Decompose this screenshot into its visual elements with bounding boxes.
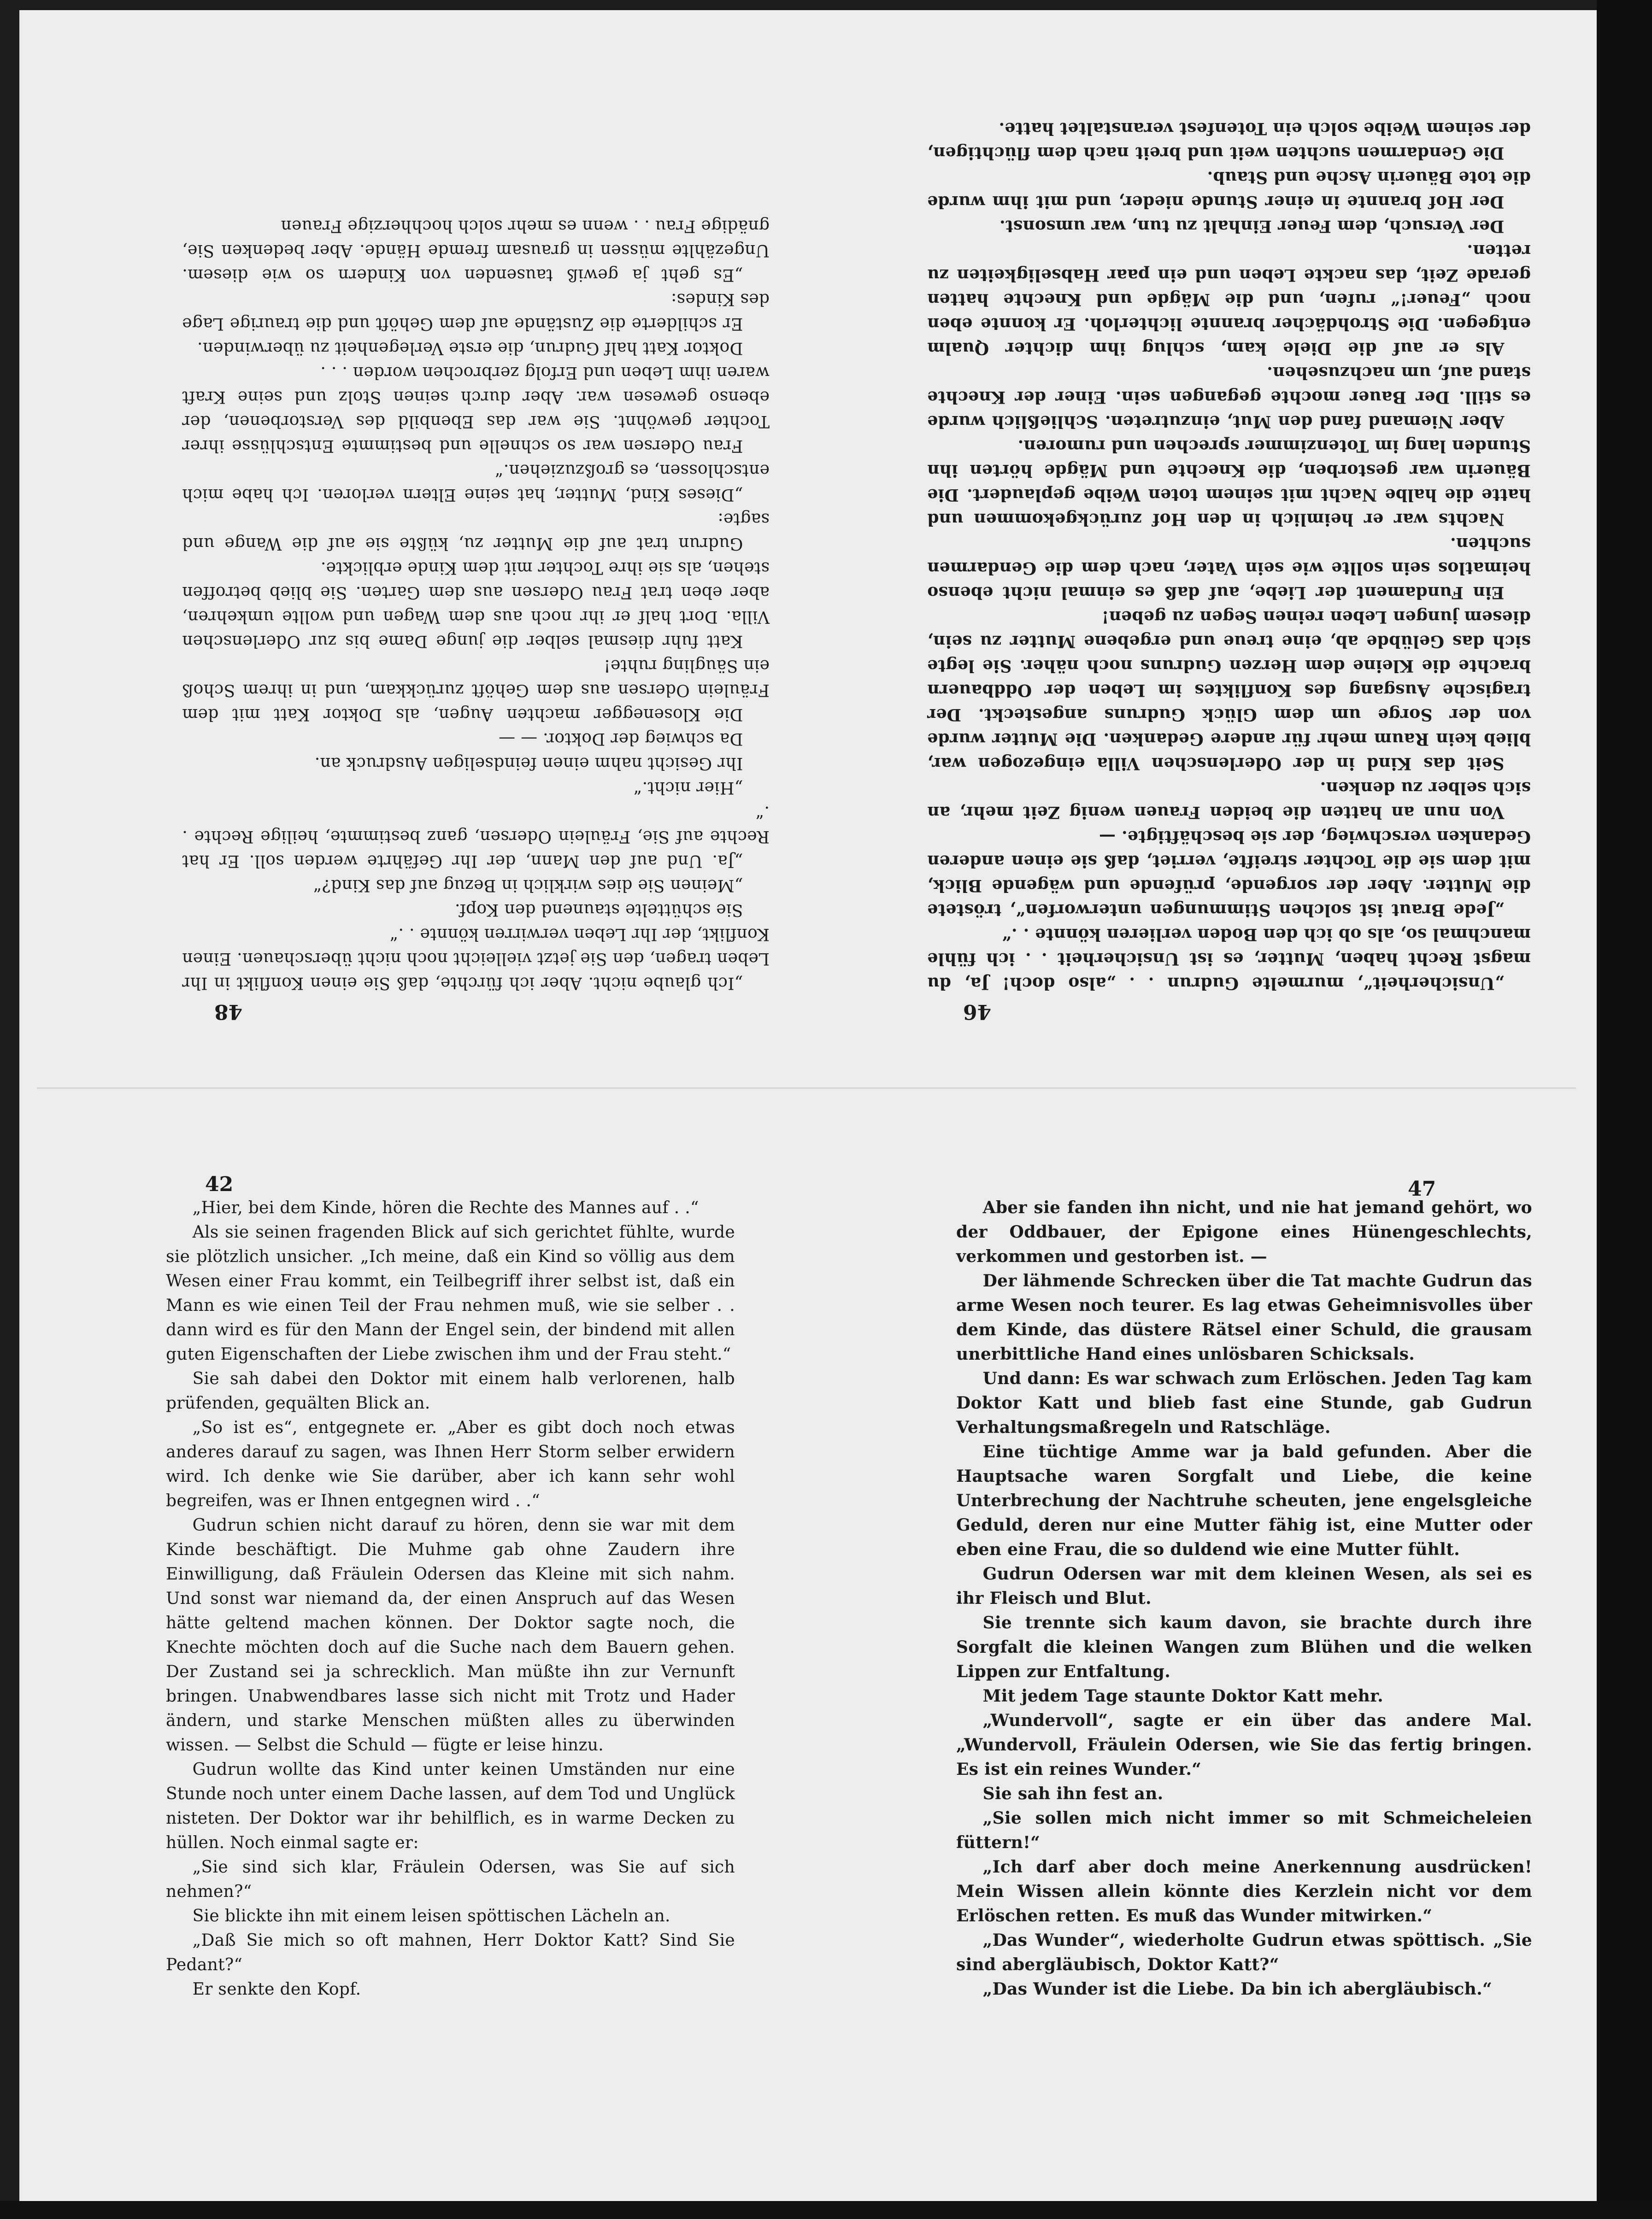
paragraph: Gudrun Odersen war mit dem kleinen Wesen, als sei es ihr Fleisch und Blut. <box>956 1564 1532 1608</box>
page-number-bottom-left: 42 <box>205 1173 234 1196</box>
paragraph: Sie schüttelte staunend den Kopf. <box>454 900 743 919</box>
paragraph: Ihr Gesicht nahm einen feindseligen Ausdruck an. <box>314 754 743 773</box>
paragraph: Gudrun trat auf die Mutter zu, küßte sie auf die Wange und sagte: <box>182 510 770 553</box>
paragraph: Als sie seinen fragenden Blick auf sich gerichtet fühlte, wurde sie plötzlich unsicher. „Ich meine, daß ein Kind so völlig aus dem Wesen einer Frau kommt, ein Teilbegriff ihrer selbst ist, daß ein Mann es wie einen Teil der Frau nehmen muß, wie sie selber . . dann wird es für den Mann der Engel sein, der bindend mit allen guten Eigenschaften der Liebe zwischen ihm und der Frau steht.“ <box>166 1223 735 1364</box>
page-top-right <box>927 119 1531 995</box>
page-number-top-right: 46 <box>963 1000 992 1023</box>
paragraph: Katt fuhr diesmal selber die junge Dame bis zur Oderlenschen Villa. Dort half er ihr noch aus dem Wagen und wollte umkehren, aber eben trat Frau Odersen aus dem Garten. Sie blieb betroffen stehen, als sie ihre Tochter mit dem Kinde erblickte. <box>182 558 770 651</box>
page-fold <box>37 1087 1576 1089</box>
paragraph: „Ja. Und auf den Mann, der Ihr Gefährte werden soll. Er hat Rechte auf Sie, Fräulein Odersen, ganz bestimmte, heilige Rechte . .“ <box>182 803 770 870</box>
paragraph: „Ich darf aber doch meine Anerkennung ausdrücken! Mein Wissen allein könnte dies Kerzlein nicht vor dem Erlöschen retten. Es muß das Wunder mitwirken.“ <box>956 1857 1532 1925</box>
paragraph: Da schwieg der Doktor. — — <box>498 729 743 748</box>
paragraph: Gudrun wollte das Kind unter keinen Umständen nur eine Stunde noch unter einem Dache lassen, auf dem Tod und Unglück nisteten. Der Doktor war ihr behilflich, es in warme Decken zu hüllen. Noch einmal sagte er: <box>166 1760 735 1852</box>
page-top-left <box>182 129 770 995</box>
paragraph: Seit das Kind in der Oderlenschen Villa eingezogen war, blieb kein Raum mehr für andere Gedanken. Die Mutter wurde von der Sorge um dem Glück Gudruns angesteckt. Der tragische Ausgang des Konfliktes im Leben der Oddbauern brachte die Kleine dem Herzen Gudruns noch näher. Sie legte sich das Gelübde ab, eine treue und ergebene Mutter zu sein, diesem jungen Leben reinen Segen zu geben! <box>927 607 1531 773</box>
paragraph: Sie blickte ihn mit einem leisen spöttischen Lächeln an. <box>192 1907 670 1925</box>
paragraph: „Das Wunder ist die Liebe. Da bin ich abergläubisch.“ <box>982 1979 1492 1999</box>
paragraph: „Sie sollen mich nicht immer so mit Schmeicheleien füttern!“ <box>956 1808 1532 1852</box>
paragraph: Aber Niemand fand den Mut, einzutreten. Schließlich wurde es still. Der Bauer mochte gegangen sein. Einer der Knechte stand auf, um nachzusehen. <box>927 363 1531 431</box>
paragraph: Sie sah dabei den Doktor mit einem halb verlorenen, halb prüfenden, gequälten Blick an. <box>166 1369 735 1413</box>
paragraph: Sie sah ihn fest an. <box>982 1784 1164 1803</box>
paragraph: „Es geht ja gewiß tausenden von Kindern so wie diesem. Ungezählte müssen in grausam fremde Hände. Aber bedenken Sie, gnädige Frau . . wenn es mehr solch hochherzige Frauen <box>182 217 770 284</box>
paragraph: Der lähmende Schrecken über die Tat machte Gudrun das arme Wesen noch teurer. Es lag etwas Geheimnisvolles über dem Kinde, das düstere Rätsel einer Schuld, die grausam unerbittliche Hand eines unlösbaren Schicksals. <box>956 1271 1532 1364</box>
page-bottom-left <box>166 1196 735 2136</box>
paragraph: Der Versuch, dem Feuer Einhalt zu tun, war umsonst. <box>999 217 1505 236</box>
paragraph: „Dieses Kind, Mutter, hat seine Eltern verloren. Ich habe mich entschlossen, es großzuziehen.“ <box>182 461 770 504</box>
paragraph: Aber sie fanden ihn nicht, und nie hat jemand gehört, wo der Oddbauer, der Epigone eines Hünengeschlechts, verkommen und gestorben ist. — <box>956 1198 1532 1266</box>
page-number-bottom-right: 47 <box>1408 1177 1436 1201</box>
paragraph: Er senkte den Kopf. <box>192 1980 361 1999</box>
paragraph: Ein Fundament der Liebe, auf daß es einmal nicht ebenso heimatlos sein sollte wie sein Vater, nach dem die Gendarmen suchten. <box>927 534 1531 602</box>
paragraph: Gudrun schien nicht darauf zu hören, denn sie war mit dem Kinde beschäftigt. Die Muhme gab ohne Zaudern ihre Einwilligung, daß Fräulein Odersen das Kleine mit sich nahm. Und sonst war niemand da, der einen Anspruch auf das Wesen hätte geltend machen können. Der Doktor sagte noch, die Knechte möchten doch auf die Suche nach dem Bauern gehen. Der Zustand sei ja schrecklich. Man müßte ihn zur Vernunft bringen. Unabwendbares lasse sich nicht mit Trotz und Hader ändern, und starke Menschen müßten alles zu überwinden wissen. — Selbst die Schuld — fügte er leise hinzu. <box>166 1516 735 1755</box>
paragraph: „Ich glaube nicht. Aber ich fürchte, daß Sie einen Konflikt in Ihr Leben tragen, den Sie jetzt vielleicht noch nicht überschauen. Einen Konflikt, der Ihr Leben verwirren könnte . .“ <box>182 925 770 992</box>
paragraph: „So ist es“, entgegnete er. „Aber es gibt doch noch etwas anderes darauf zu sagen, was Ihnen Herr Storm selber erwidern wird. Ich denke wie Sie darüber, aber ich kann sehr wohl begreifen, was er Ihnen entgegnen wird . .“ <box>166 1418 735 1510</box>
paragraph: Frau Odersen war so schnelle und bestimmte Entschlüsse ihrer Tochter gewöhnt. Sie war das Ebenbild des Verstorbenen, der ebenso gewesen war. Aber durch seinen Stolz und seine Kraft waren ihm Leben und Erfolg zerbrochen worden . . . <box>182 363 770 455</box>
paragraph: „Sie sind sich klar, Fräulein Odersen, was Sie auf sich nehmen?“ <box>166 1858 735 1901</box>
paragraph: Mit jedem Tage staunte Doktor Katt mehr. <box>982 1686 1383 1706</box>
paragraph: Von nun an hatten die beiden Frauen wenig Zeit mehr, an sich selber zu denken. <box>927 778 1531 822</box>
paragraph: „Wundervoll“, sagte er ein über das andere Mal. „Wundervoll, Fräulein Odersen, wie Sie das fertig bringen. Es ist ein reines Wunder.“ <box>956 1711 1532 1779</box>
paragraph: Eine tüchtige Amme war ja bald gefunden. Aber die Hauptsache waren Sorgfalt und Liebe, die keine Unterbrechung der Nachtruhe scheuten, jene engelsgleiche Geduld, deren nur eine Mutter fähig ist, eine Mutter oder eben eine Frau, die so duldend wie eine Mutter fühlt. <box>956 1442 1532 1559</box>
paragraph: „Meinen Sie dies wirklich in Bezug auf das Kind?“ <box>313 876 743 895</box>
paragraph: Er schilderte die Zustände auf dem Gehöft und die traurige Lage des Kindes: <box>182 290 770 333</box>
paragraph: Doktor Katt half Gudrun, die erste Verlegenheit zu überwinden. <box>197 339 743 358</box>
paragraph: „Jede Braut ist solchen Stimmungen unterworfen“, tröstete die Mutter. Aber der sorgende, prüfende und wägende Blick, mit dem sie die Tochter streifte, verriet, daß sie einen anderen Gedanken verschwieg, der sie beschäftigte. — <box>927 827 1531 920</box>
scan-border-bottom <box>0 2201 1652 2219</box>
paragraph: Der Hof brannte in einer Stunde nieder, und mit ihm wurde die tote Bäuerin Asche und Staub. <box>927 168 1531 211</box>
paragraph: „Unsicherheit“, murmelte Gudrun . . „also doch! Ja, du magst Recht haben, Mutter, es ist Unsicherheit . . ich fühle manchmal so, als ob ich den Boden verlieren könnte . .“ <box>927 925 1531 993</box>
paragraph: Sie trennte sich kaum davon, sie brachte durch ihre Sorgfalt die kleinen Wangen zum Blühen und die welken Lippen zur Entfaltung. <box>956 1613 1532 1681</box>
paragraph: „Hier nicht.“ <box>633 778 743 797</box>
scan-border-right <box>1597 0 1652 2219</box>
page-number-top-left: 48 <box>214 1000 243 1023</box>
paragraph: Nachts war er heimlich in den Hof zurückgekommen und hatte die halbe Nacht mit seinem toten Weibe geplaudert. Die Bäuerin war gestorben, die Knechte und Mägde hörten ihn Stunden lang im Totenzimmer sprechen und rumoren. <box>927 436 1531 529</box>
paragraph: Als er auf die Diele kam, schlug ihm dichter Qualm entgegen. Die Strohdächer brannte lichterloh. Er konnte eben noch „Feuer!“ rufen, und die Mägde und Knechte hatten gerade Zeit, das nackte Leben und ein paar Habseligkeiten zu retten. <box>927 241 1531 358</box>
paragraph: Und dann: Es war schwach zum Erlöschen. Jeden Tag kam Doktor Katt und blieb fast eine Stunde, gab Gudrun Verhaltungsmaßregeln und Ratschläge. <box>956 1369 1532 1437</box>
paragraph: „Daß Sie mich so oft mahnen, Herr Doktor Katt? Sind Sie Pedant?“ <box>166 1931 735 1974</box>
paragraph: Die Klosenegger machten Augen, als Doktor Katt mit dem Fräulein Odersen aus dem Gehöft zurückkam, und in ihrem Schoß ein Säugling ruhte! <box>182 656 770 724</box>
paragraph: Die Gendarmen suchten weit und breit nach dem flüchtigen, der seinem Weibe solch ein Totenfest veranstaltet hatte. <box>927 119 1531 163</box>
page-bottom-right <box>956 1196 1532 2117</box>
paragraph: „Das Wunder“, wiederholte Gudrun etwas spöttisch. „Sie sind abergläubisch, Doktor Katt?“ <box>956 1931 1532 1974</box>
paragraph: „Hier, bei dem Kinde, hören die Rechte des Mannes auf . .“ <box>192 1198 699 1217</box>
